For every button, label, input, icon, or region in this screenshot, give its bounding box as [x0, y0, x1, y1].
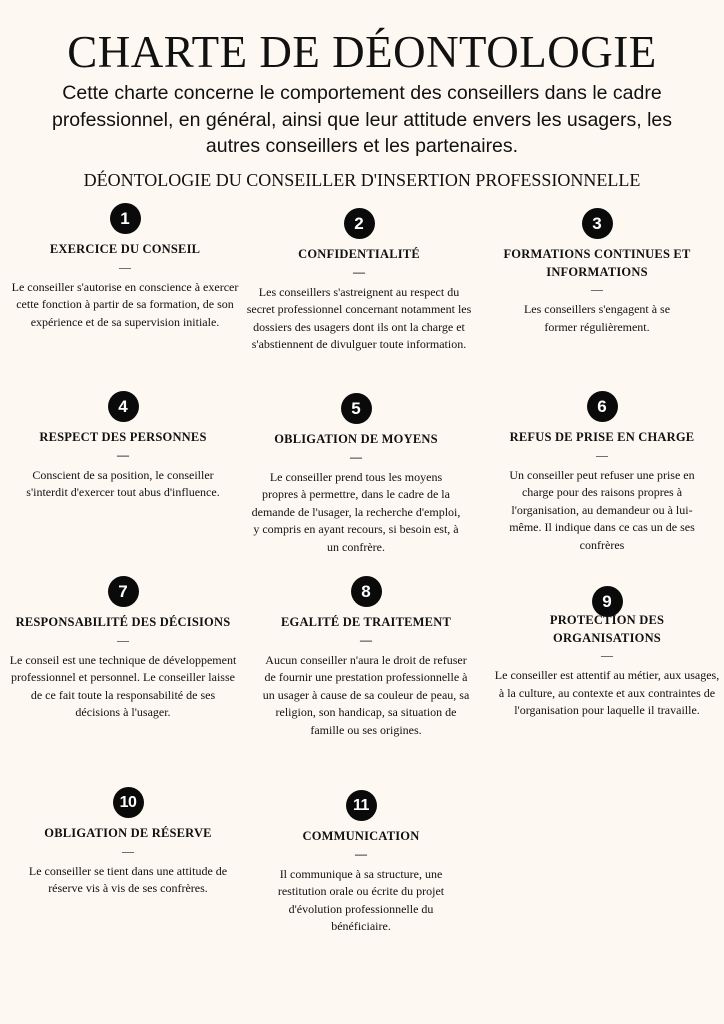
item-heading: OBLIGATION DE RÉSERVE — [44, 826, 212, 840]
item-heading: EXERCICE DU CONSEIL — [49, 242, 201, 256]
item-heading: CONFIDENTIALITÉ — [298, 247, 420, 261]
item-text: Le conseil est une technique de développement professionnel et personnel. Le conseiller laisse de ce fait toute la responsabilité de ses décisions à l'usager. — [9, 652, 237, 719]
item-text: Les conseillers s'astreignent au respect du secret professionnel concernant notamment les dossiers des usagers dont ils ont la charge et s'abstiennent de divulguer toute information. — [246, 284, 472, 351]
item-text: Un conseiller peut refuser une prise en charge pour des raisons propres à l'organisation, au demandeur ou à lui-même. Il indique dans ce cas un de ses confrères — [509, 467, 695, 552]
item-separator: — — [601, 648, 613, 662]
item-separator: — — [119, 259, 131, 274]
item-heading: PROTECTION DES ORGANISATIONS — [549, 613, 665, 645]
item-separator: — — [117, 447, 129, 462]
item-heading: OBLIGATION DE MOYENS — [274, 432, 438, 446]
number-badge: 11 — [346, 790, 377, 821]
number-badge: 8 — [351, 576, 382, 607]
item-text: Aucun conseiller n'aura le droit de refuser de fournir une prestation professionnelle à un usager à cause de sa couleur de peau, sa religion, son handicap, sa situation de famille ou ses origines. — [262, 652, 470, 737]
item-11 — [246, 790, 476, 936]
number-badge: 9 — [592, 586, 623, 617]
item-separator: — — [117, 632, 129, 647]
intro-text: Cette charte concerne le comportement des conseillers dans le cadre professionnel, en général, ainsi que leur attitude envers les usagers, les autres conseillers et les partenaires. — [51, 82, 673, 157]
item-separator: — — [360, 632, 372, 647]
item-separator: — — [122, 843, 134, 858]
item-7 — [8, 576, 238, 722]
number-badge: 10 — [113, 787, 144, 818]
item-heading: RESPECT DES PERSONNES — [39, 430, 207, 444]
item-text: Le conseiller est attentif au métier, aux usages, à la culture, au contexte et aux contraintes de l'organisation pour laquelle il travaille. — [494, 668, 720, 717]
item-separator: — — [353, 264, 365, 279]
item-heading: RESPONSABILITÉ DES DÉCISIONS — [15, 615, 231, 629]
item-separator: — — [350, 449, 362, 464]
item-text: Il communique à sa structure, une restitution orale ou écrite du projet d'évolution professionnelle du bénéficiaire. — [277, 866, 445, 933]
item-heading: EGALITÉ DE TRAITEMENT — [281, 615, 451, 629]
item-text: Conscient de sa position, le conseiller s'interdit d'exercer tout abus d'influence. — [26, 467, 220, 499]
item-heading: REFUS DE PRISE EN CHARGE — [509, 430, 695, 444]
item-text: Le conseiller se tient dans une attitude de réserve vis à vis de ses confrères. — [28, 863, 228, 895]
item-separator: — — [591, 282, 603, 296]
item-2 — [244, 208, 474, 354]
item-heading: FORMATIONS CONTINUES ET INFORMATIONS — [503, 247, 691, 279]
item-8 — [251, 576, 481, 739]
number-badge: 1 — [110, 203, 141, 234]
item-5 — [241, 393, 471, 556]
item-3 — [482, 208, 712, 336]
item-separator: — — [596, 447, 608, 462]
number-badge: 2 — [344, 208, 375, 239]
number-badge: 5 — [341, 393, 372, 424]
number-badge: 6 — [587, 391, 618, 422]
item-6 — [487, 391, 717, 554]
number-badge: 3 — [582, 208, 613, 239]
item-text: Le conseiller s'autorise en conscience à exercer cette fonction à partir de sa formation, de son expérience et de sa supervision initiale. — [11, 279, 239, 329]
item-1 — [10, 203, 240, 331]
number-badge: 7 — [108, 576, 139, 607]
item-4 — [8, 391, 238, 502]
item-separator: — — [355, 846, 367, 861]
page-title: CHARTE DE DÉONTOLOGIE — [67, 27, 657, 77]
item-text: Le conseiller prend tous les moyens propres à permettre, dans le cadre de la demande de l'usager, la recherche d'emploi, y compris en ayant recours, si besoin est, à un confrère. — [251, 469, 461, 554]
item-text: Les conseillers s'engagent à se former régulièrement. — [523, 302, 671, 334]
item-10 — [13, 787, 243, 898]
item-9 — [492, 586, 722, 720]
item-heading: COMMUNICATION — [302, 829, 420, 843]
number-badge: 4 — [108, 391, 139, 422]
section-subtitle: DÉONTOLOGIE DU CONSEILLER D'INSERTION PROFESSIONNELLE — [83, 170, 641, 190]
